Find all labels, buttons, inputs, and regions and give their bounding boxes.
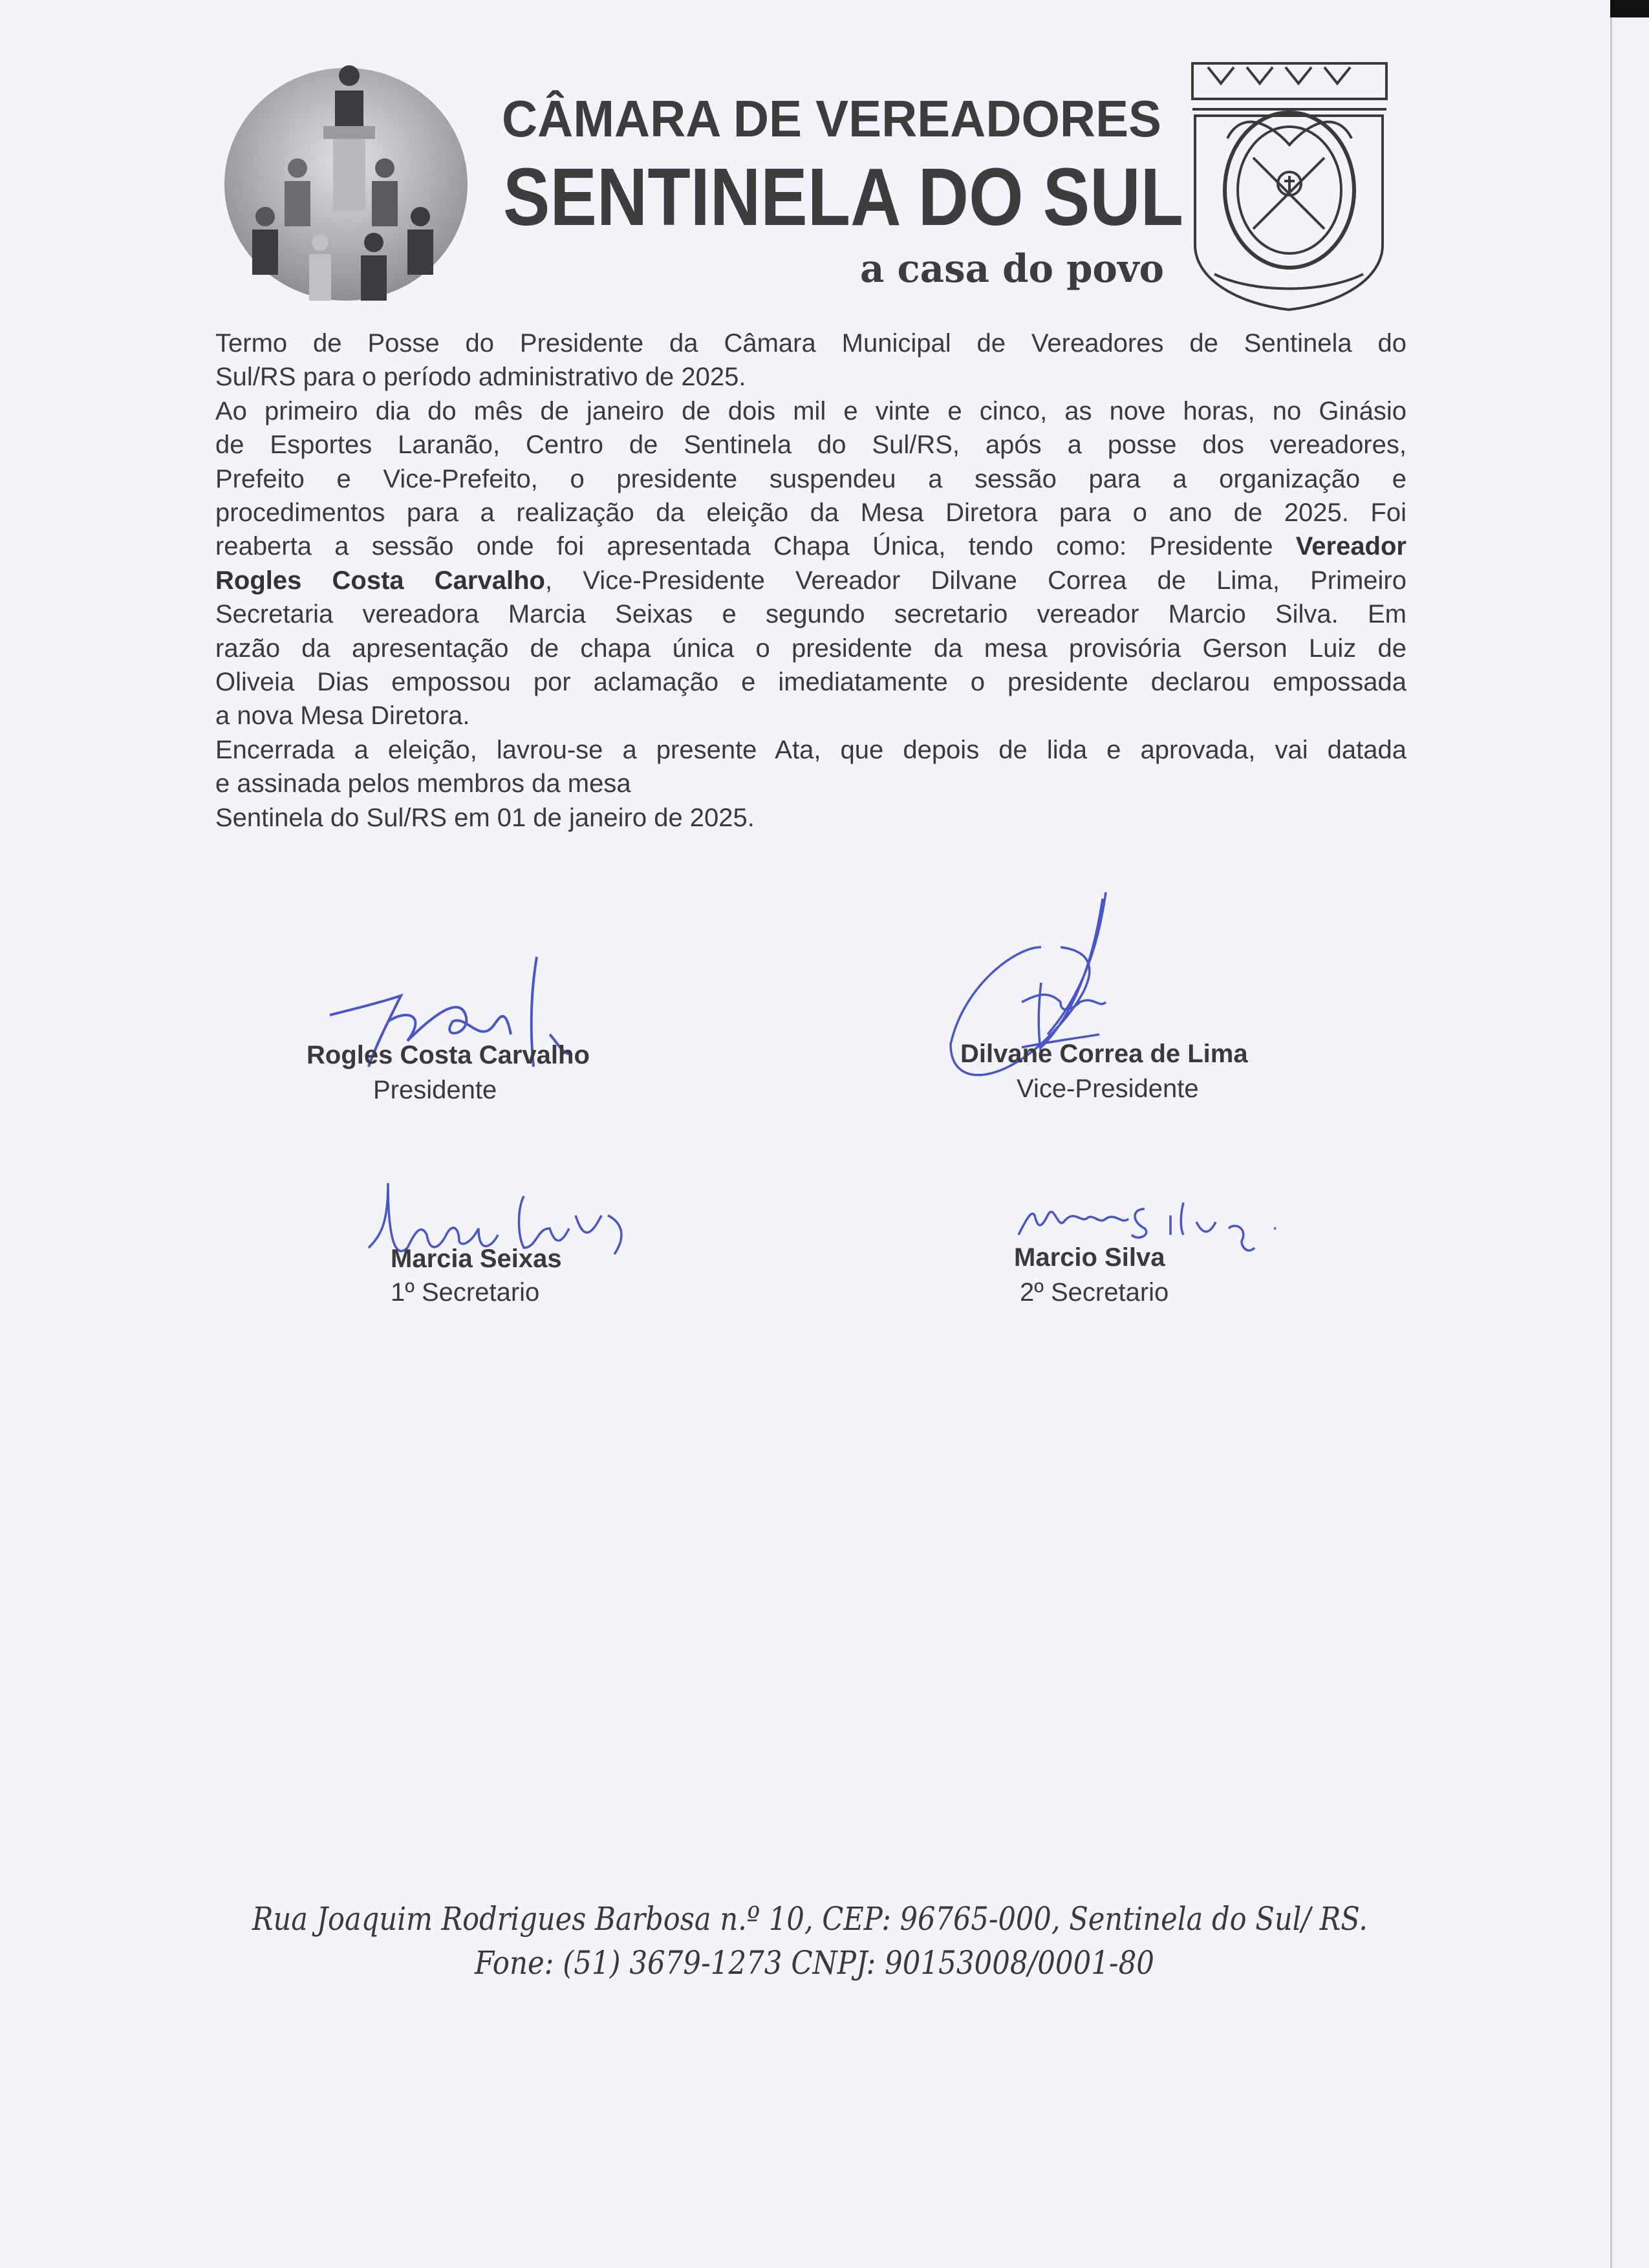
text-segment: e assinada pelos membros da mesa — [215, 769, 631, 798]
body-text-line — [215, 665, 1406, 699]
text-segment: Encerrada a eleição, lavrou-se a presente Ata, que depois de lida e aprovada, vai datada — [215, 735, 1406, 764]
text-segment: Ao primeiro dia do mês de janeiro de dois mil e vinte e cinco, as nove horas, no Ginásio — [215, 396, 1406, 425]
header-tagline — [860, 246, 1165, 292]
body-text-line — [215, 733, 1406, 767]
header-title-line-1 — [502, 89, 1163, 149]
text-segment: a nova Mesa Diretora. — [215, 701, 470, 731]
signatory-name: Rogles Costa Carvalho — [307, 1041, 590, 1069]
text-segment: reaberta a sessão onde foi apresentada Chapa Única, tendo como: Presidente — [215, 532, 1296, 561]
text-segment: procedimentos para a realização da eleição da Mesa Diretora para o ano de 2025. Foi — [215, 498, 1406, 528]
text-segment: razão da apresentação de chapa única o presidente da mesa provisória Gerson Luiz de — [215, 634, 1406, 663]
footer — [246, 1891, 1384, 1988]
text-segment: de Esportes Laranão, Centro de Sentinela do Sul/RS, após a posse dos vereadores, — [215, 431, 1406, 460]
body-text-line — [215, 801, 1406, 835]
text-segment: Sul/RS para o período administrativo de 2025. — [215, 363, 746, 392]
body-text-line — [215, 767, 1406, 800]
body-text-line — [215, 462, 1406, 496]
tagline: a casa do povo — [860, 246, 1164, 292]
signatory-role: Vice-Presidente — [1017, 1075, 1199, 1103]
body-text-line — [215, 428, 1406, 462]
body-text-line — [215, 564, 1406, 597]
body-text-line — [215, 326, 1406, 360]
body-text-line — [215, 360, 1406, 394]
footer-address: Rua Joaquim Rodrigues Barbosa n.º 10, CEP: 96765-000, Sentinela do Sul/ RS. — [252, 1900, 1368, 1938]
bold-text: Rogles Costa Carvalho — [215, 566, 545, 595]
signatory-name: Dilvane Correa de Lima — [960, 1040, 1248, 1068]
text-segment: Oliveia Dias empossou por aclamação e imediatamente o presidente declarou empossada — [215, 668, 1406, 697]
bold-text: Vereador — [1295, 532, 1406, 561]
body-text-line — [215, 394, 1406, 428]
footer-contact: Fone: (51) 3679-1273 CNPJ: 90153008/0001-80 — [474, 1944, 1154, 1982]
title-line-1: CÂMARA DE VEREADORES — [502, 90, 1161, 147]
text-segment: Sentinela do Sul/RS em 01 de janeiro de 2025. — [215, 803, 755, 832]
text-segment: Prefeito e Vice-Prefeito, o presidente suspendeu a sessão para a organização e — [215, 464, 1406, 493]
header-title-line-2 — [503, 151, 1185, 243]
body-text-line — [215, 597, 1406, 631]
body-text-line — [215, 496, 1406, 530]
text-segment: Secretaria vereadora Marcia Seixas e segundo secretario vereador Marcio Silva. Em — [215, 600, 1406, 629]
signatory-name: Marcio Silva — [1014, 1243, 1165, 1272]
signatory-role: 1º Secretario — [391, 1278, 540, 1307]
body-text-line — [215, 530, 1406, 563]
signatory-name: Marcia Seixas — [391, 1245, 562, 1273]
document-body — [215, 326, 1406, 835]
body-text-line — [215, 699, 1406, 733]
text-segment: Termo de Posse do Presidente da Câmara Municipal de Vereadores de Sentinela do — [215, 329, 1406, 358]
coat-of-arms-icon — [1189, 61, 1390, 313]
scan-edge-mark — [1610, 0, 1649, 17]
title-line-2: SENTINELA DO SUL — [503, 151, 1183, 242]
signatory-role: 2º Secretario — [1020, 1278, 1169, 1307]
body-text-line — [215, 632, 1406, 665]
scan-edge-line — [1610, 0, 1612, 2268]
text-segment: , Vice-Presidente Vereador Dilvane Correa de Lima, Primeiro — [544, 566, 1407, 595]
council-people-logo-icon — [220, 61, 472, 301]
signatory-role: Presidente — [373, 1076, 497, 1104]
